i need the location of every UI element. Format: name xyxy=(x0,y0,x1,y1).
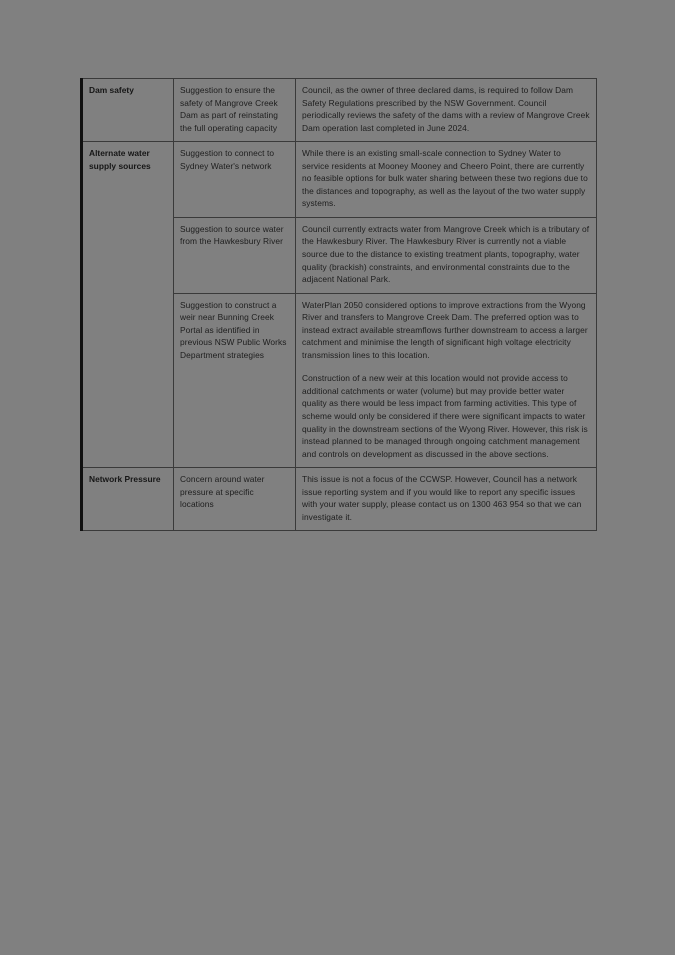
response-cell-network-pressure xyxy=(296,468,597,531)
topic-cell-network-pressure: Network Pressure xyxy=(82,468,174,531)
suggestion-cell-bunning-creek-weir: Suggestion to construct a weir near Bunning Creek Portal as identified in previous NSW Public Works Department strategies xyxy=(174,293,296,468)
response-paragraph: WaterPlan 2050 considered options to improve extractions from the Wyong River and transfers to Mangrove Creek Dam. The preferred option was to instead extract available streamflows further downstream to access a larger catchment and minimise the length of significant high voltage electricity transmission lines to this location. xyxy=(302,299,588,360)
suggestion-cell-dam-safety: Suggestion to ensure the safety of Mangrove Creek Dam as part of reinstating the full operating capacity xyxy=(174,79,296,142)
response-cell-hawkesbury-river xyxy=(296,217,597,293)
response-paragraph: While there is an existing small-scale connection to Sydney Water to service residents at Mooney Mooney and Cheero Point, there are currently no feasible options for bulk water sharing between these two regions due to the distances and topography, as well as the layout of the two water supply systems. xyxy=(302,148,588,209)
table-row xyxy=(82,142,597,218)
table-row xyxy=(82,468,597,531)
suggestion-cell-sydney-water: Suggestion to connect to Sydney Water's network xyxy=(174,142,296,218)
table-body xyxy=(82,79,597,531)
suggestion-cell-hawkesbury-river: Suggestion to source water from the Hawkesbury River xyxy=(174,217,296,293)
response-paragraph: Construction of a new weir at this location would not provide access to additional catchments or water (volume) but may provide better water quality as there would be less impact from farming activities. This type of scheme would only be considered if there were significant impacts to water quality in the downstream sections of the Wyong River. However, this risk is instead planned to be managed through ongoing catchment management and controls on development as discussed in the above sections. xyxy=(302,373,588,459)
topic-cell-dam-safety: Dam safety xyxy=(82,79,174,142)
response-paragraph: Council currently extracts water from Mangrove Creek which is a tributary of the Hawkesbury River. The Hawkesbury River is currently not a viable source due to the distance to existing treatment plants, topography, water quality (brackish) constraints, and environmental constraints due to the adjacent National Park. xyxy=(302,223,590,285)
response-paragraph: Council, as the owner of three declared dams, is required to follow Dam Safety Regulations prescribed by the NSW Government. Council periodically reviews the safety of the dams with a review of Mangrove Creek Dam operation last completed in June 2024. xyxy=(302,85,590,133)
consultation-response-table xyxy=(80,78,597,531)
response-paragraph: This issue is not a focus of the CCWSP. However, Council has a network issue reporting system and if you would like to report any specific issues with your water supply, please contact us on 1300 463 954 so that we can investigate it. xyxy=(302,474,582,522)
topic-cell-alternate-water-supply-sources: Alternate water supply sources xyxy=(82,142,174,468)
table-row xyxy=(82,79,597,142)
suggestion-cell-network-pressure: Concern around water pressure at specific locations xyxy=(174,468,296,531)
response-cell-sydney-water xyxy=(296,142,597,218)
response-cell-dam-safety xyxy=(296,79,597,142)
response-cell-bunning-creek-weir xyxy=(296,293,597,468)
